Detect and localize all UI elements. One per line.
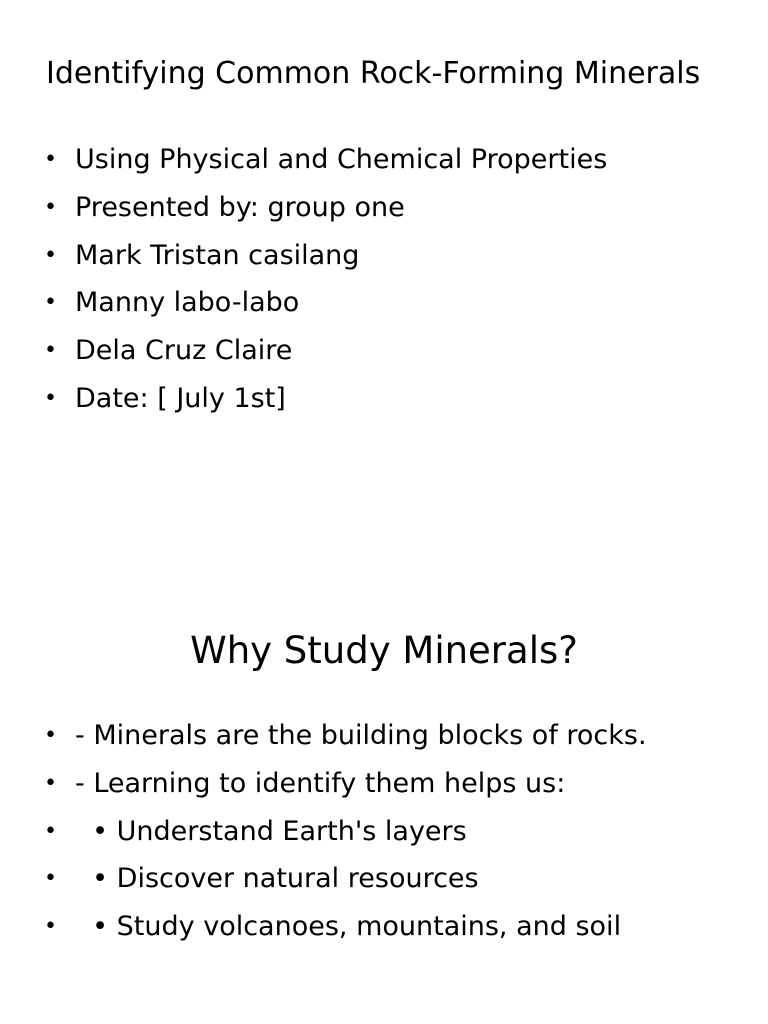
bullet-text: • Study volcanoes, mountains, and soil [75, 911, 622, 943]
bullet-text: Using Physical and Chemical Properties [75, 144, 608, 175]
bullet-icon: • [44, 385, 57, 411]
bullet-text: Dela Cruz Claire [75, 335, 293, 367]
bullet-text: • Discover natural resources [75, 863, 479, 895]
bullet-icon: • [44, 147, 57, 172]
bullet-icon: • [44, 770, 57, 796]
bullet-text: Manny labo-labo [75, 287, 300, 319]
slide-title: Identifying Common Rock-Forming Minerals [46, 56, 701, 91]
bullet-text: Mark Tristan casilang [75, 239, 360, 271]
slide-title: Why Study Minerals? [190, 629, 578, 672]
bullet-icon: • [44, 866, 57, 892]
bullet-text: Date: [ July 1st] [75, 382, 286, 414]
bullet-icon: • [44, 723, 57, 748]
bullet-icon: • [44, 914, 57, 940]
bullet-text: - Minerals are the building blocks of rocks. [75, 720, 647, 751]
bullet-text: Presented by: group one [75, 191, 405, 223]
bullet-icon: • [44, 338, 57, 364]
bullet-text: - Learning to identify them helps us: [75, 767, 566, 799]
bullet-text: • Understand Earth's layers [75, 815, 467, 847]
bullet-icon: • [44, 194, 57, 220]
slide-2 [0, 512, 768, 1024]
bullet-icon: • [44, 242, 57, 268]
bullet-icon: • [44, 818, 57, 844]
bullet-icon: • [44, 290, 57, 316]
